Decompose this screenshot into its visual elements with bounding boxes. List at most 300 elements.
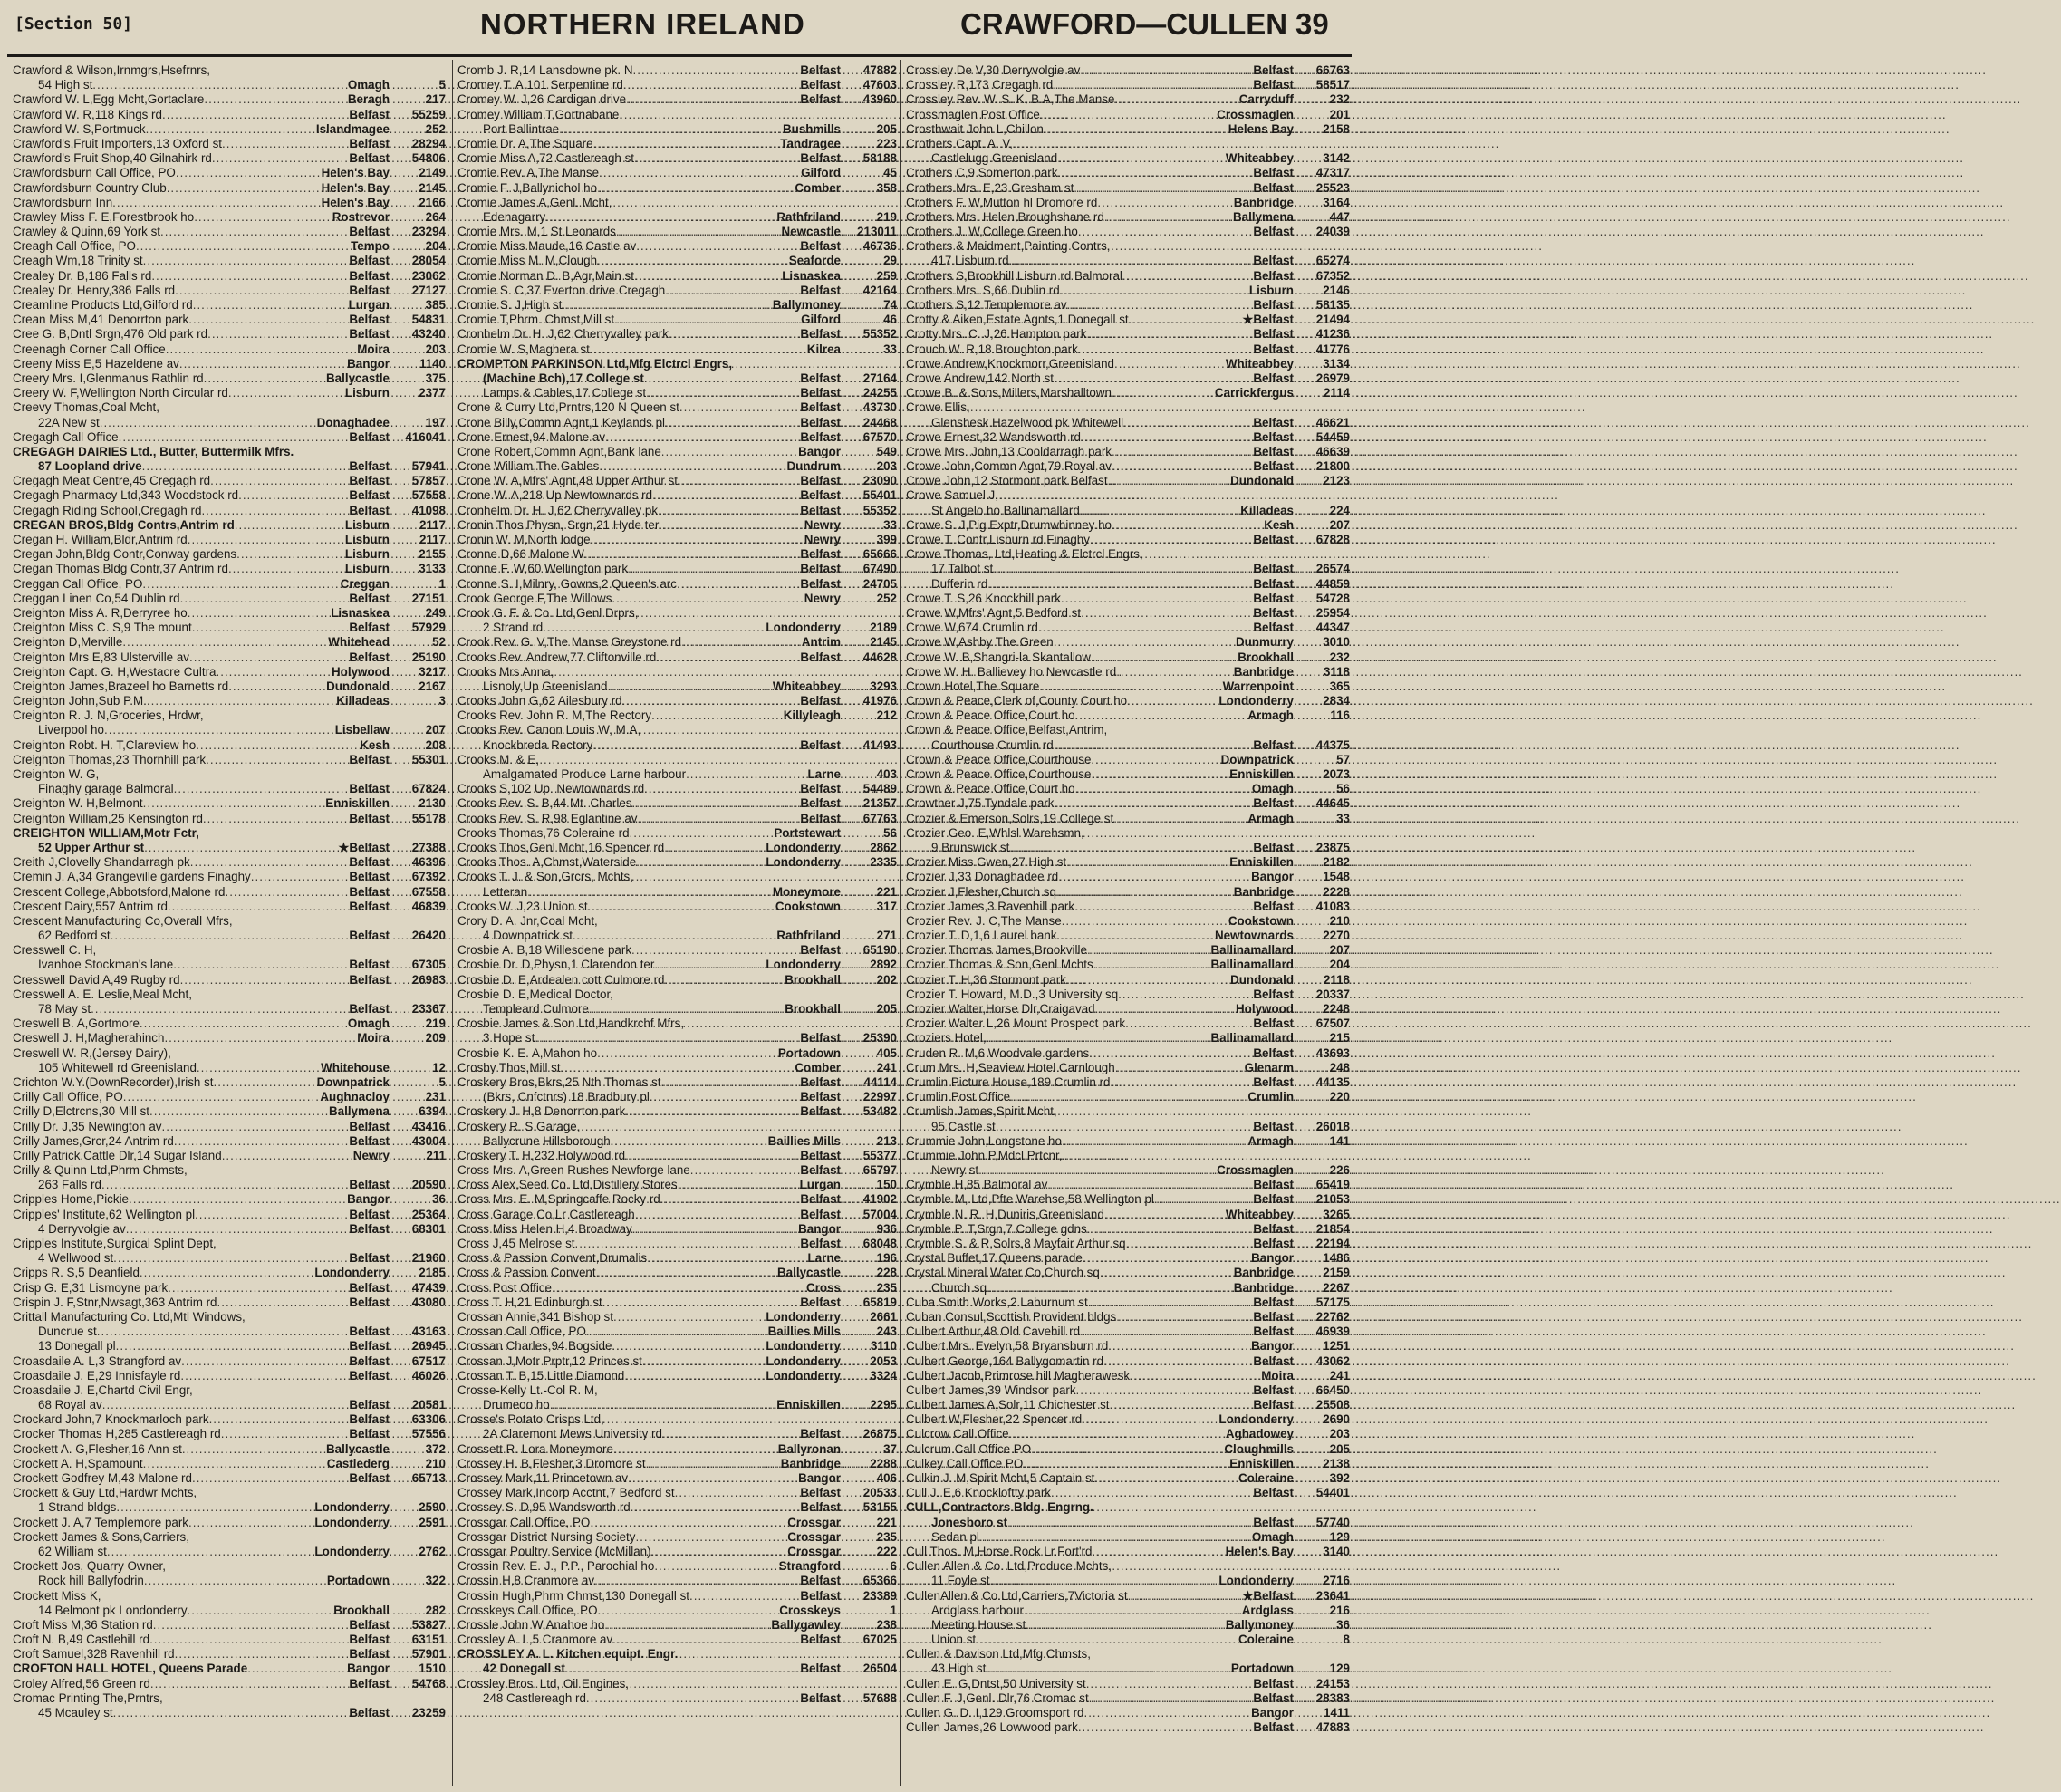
entry-exchange: Portadown <box>777 1045 841 1060</box>
directory-entry <box>457 1075 897 1090</box>
entry-name: Cuban Consul,Scottish Provident bldgs <box>906 1309 1117 1324</box>
directory-entry <box>906 1281 1350 1296</box>
entry-name: 263 Falls rd <box>38 1178 101 1192</box>
entry-exchange: Belfast <box>1253 1221 1294 1236</box>
directory-entry <box>13 518 446 533</box>
leader-dots <box>123 1090 319 1104</box>
entry-number: 23367 <box>411 1002 446 1016</box>
leader-dots <box>100 416 315 430</box>
leader-dots <box>188 1604 332 1618</box>
entry-name: Cronne D,66 Malone W <box>457 547 584 562</box>
entry-exchange: Belfast <box>1253 268 1294 283</box>
entry-name: Crosskeys Call Office, PO <box>457 1603 598 1617</box>
entry-name: Crosbie D. E,Ardealen cott Culmore rd <box>457 972 665 987</box>
directory-entry <box>457 708 897 723</box>
entry-exchange: Kesh <box>1264 517 1294 532</box>
leader-dots <box>126 1222 348 1237</box>
entry-number: 2267 <box>1323 1280 1350 1295</box>
entry-name: Crowe W,Ashby The Green <box>906 635 1054 650</box>
entry-number: 385 <box>425 298 446 312</box>
entry-number: 22762 <box>1315 1309 1350 1324</box>
entry-number: 23062 <box>411 268 446 283</box>
directory-entry <box>906 1633 1350 1647</box>
directory-entry <box>906 1002 1350 1016</box>
leader-dots <box>1078 342 1252 357</box>
leader-dots <box>1039 679 1220 694</box>
entry-number: 2145 <box>419 180 446 195</box>
entry-exchange: Belfast <box>800 327 841 342</box>
leader-dots <box>150 1677 348 1691</box>
directory-entry <box>906 151 1350 166</box>
entry-name: CULL,Contractors Bldg. Engrng. <box>906 1500 1093 1515</box>
entry-number: 204 <box>1329 958 1350 972</box>
entry-number: 21854 <box>1315 1221 1350 1236</box>
entry-name: (Machine Bch),17 College st <box>483 371 644 385</box>
leader-dots <box>217 665 331 679</box>
leader-dots <box>101 1178 347 1192</box>
entry-number: 2123 <box>1323 474 1350 488</box>
entry-name: Crooks Rev. John R. M,The Rectory <box>457 708 652 723</box>
entry-exchange: Belfast <box>349 1339 390 1354</box>
leader-dots <box>628 1471 796 1486</box>
entry-exchange: Belfast <box>1253 166 1294 180</box>
directory-entry <box>906 753 1350 767</box>
directory-entry <box>13 459 446 474</box>
entry-name: Crossgar Call Office, PO <box>457 1515 591 1529</box>
entry-exchange: Belfast <box>800 92 841 107</box>
directory-entry <box>13 1618 446 1633</box>
entry-exchange: Moira <box>357 1031 390 1045</box>
entry-name: Cronne F. W,60 Wellington park <box>457 562 629 576</box>
entry-exchange: Belfast <box>1253 1045 1294 1060</box>
entry-name: 4 Downpatrick st <box>483 929 573 943</box>
entry-exchange: Belfast <box>1253 840 1294 854</box>
entry-name: Crone & Curry Ltd,Prntrs,120 N Queen st <box>457 400 679 415</box>
entry-exchange: Belfast <box>349 503 390 517</box>
entry-number: 21960 <box>411 1251 446 1266</box>
directory-entry <box>906 782 1350 796</box>
directory-entry <box>13 1237 446 1251</box>
directory-entry <box>457 723 897 737</box>
entry-name: Crawfordsburn Country Club <box>13 180 167 195</box>
entry-name: Creighton Robt. H. T,Clareview ho <box>13 737 197 752</box>
leader-dots <box>180 1369 347 1383</box>
entry-name: Cromac Printing The,Prntrs, <box>13 1691 163 1705</box>
entry-number: 46939 <box>1315 1325 1350 1339</box>
entry-exchange: Belfast <box>800 78 841 92</box>
leader-dots <box>151 269 347 284</box>
leader-dots <box>993 562 1251 576</box>
entry-name: Crooks Rev. S. R,98 Eglantine av <box>457 811 638 825</box>
directory-entry <box>13 63 446 78</box>
entry-number: 3134 <box>1323 356 1350 371</box>
entry-number: 43730 <box>862 400 897 415</box>
leader-dots <box>1094 1471 1237 1486</box>
entry-exchange: Ballycastle <box>777 1266 841 1280</box>
directory-entry <box>457 753 897 767</box>
entry-number: 21357 <box>862 796 897 811</box>
directory-entry <box>13 796 446 811</box>
directory-entry <box>13 504 446 518</box>
entry-name: Crawley Miss F. E,Forestbrook ho <box>13 209 195 224</box>
entry-name: Crossan T. B,15 Little Diamond <box>457 1368 625 1383</box>
entry-name: CREGAN BROS,Bldg Contrs,Antrim rd <box>13 517 235 532</box>
entry-number: 221 <box>876 884 897 899</box>
directory-entry <box>906 1075 1350 1090</box>
entry-exchange: Belfast <box>800 151 841 166</box>
entry-number: 2182 <box>1323 855 1350 870</box>
entry-exchange: Belfast <box>349 855 390 870</box>
entry-name: Crawford W. S,Portmuck <box>13 121 146 136</box>
leader-dots <box>628 562 798 576</box>
entry-name: 87 Loopland drive <box>38 459 142 474</box>
entry-number: 203 <box>876 459 897 474</box>
entry-exchange: Helen's Bay <box>1225 1544 1294 1558</box>
leader-dots <box>589 1002 783 1016</box>
entry-exchange: Belfast <box>1253 1383 1294 1397</box>
directory-entry <box>906 92 1350 107</box>
entry-exchange: Belfast <box>800 576 841 591</box>
entry-number: 5 <box>438 1074 446 1089</box>
entry-exchange: Belfast <box>349 591 390 605</box>
entry-name: 22A New st <box>38 415 100 429</box>
leader-dots <box>976 1633 1237 1647</box>
leader-dots <box>201 504 347 518</box>
leader-dots <box>573 929 775 943</box>
entry-number: 549 <box>876 444 897 458</box>
leader-dots <box>1123 416 1251 430</box>
entry-name: Crowe T. S,26 Knockhill park <box>906 591 1061 605</box>
entry-exchange: Belfast <box>800 943 841 958</box>
directory-entry <box>457 1061 897 1075</box>
directory-entry <box>457 1178 897 1192</box>
entry-number: 56 <box>883 825 897 840</box>
entry-number: 57901 <box>411 1647 446 1662</box>
directory-entry <box>457 1031 897 1045</box>
entry-name: Crealey Dr. Henry,386 Falls rd <box>13 283 176 297</box>
entry-number: 2892 <box>870 958 897 972</box>
entry-number: 3010 <box>1323 635 1350 650</box>
directory-entry <box>13 782 446 796</box>
directory-entry <box>13 284 446 298</box>
entry-exchange: Bangor <box>347 1192 390 1207</box>
entry-exchange: Belfast <box>1253 429 1294 444</box>
directory-entry <box>13 767 446 782</box>
entry-number: 57688 <box>862 1691 897 1705</box>
entry-name: Croskery T. H,232 Holywood rd <box>457 1148 626 1162</box>
entry-exchange: Islandmagee <box>315 121 390 136</box>
entry-exchange: Newry <box>804 591 841 605</box>
entry-name: Crooks T. J. & Son,Grcrs, Mchts, <box>457 870 633 884</box>
directory-entry <box>457 1647 897 1662</box>
entry-name: Crown & Peace Office,Courthouse <box>906 752 1092 766</box>
entry-name: Cross Mrs. A,Green Rushes Newforge lane <box>457 1163 690 1178</box>
entry-number: 65366 <box>862 1574 897 1588</box>
entry-name: Croasdaile J. E,Chartd Civil Engr, <box>13 1383 193 1397</box>
entry-number: 24255 <box>862 386 897 400</box>
leader-dots <box>659 518 802 533</box>
entry-exchange: Belfast <box>800 415 841 429</box>
entry-exchange: Belfast <box>1253 1486 1294 1500</box>
leader-dots <box>651 1545 786 1559</box>
directory-entry <box>457 1120 897 1134</box>
directory-entry <box>906 386 1350 400</box>
entry-name: Crown & Peace Office,Courthouse <box>906 767 1092 781</box>
directory-entry <box>457 1574 897 1588</box>
leader-dots <box>598 1604 778 1618</box>
entry-exchange: Londonderry <box>766 840 841 854</box>
entry-number: 248 <box>1329 1060 1350 1074</box>
page-title: NORTHERN IRELAND <box>480 7 805 41</box>
leader-dots <box>550 1398 775 1412</box>
directory-entry <box>13 1691 446 1706</box>
entry-number: 24153 <box>1315 1676 1350 1691</box>
entry-exchange: Banbridge <box>1233 884 1294 899</box>
directory-entry <box>906 298 1350 313</box>
leader-dots <box>97 1325 348 1339</box>
entry-name: Cregagh Pharmacy Ltd,343 Woodstock rd <box>13 488 239 503</box>
entry-name: Drumeoo ho <box>483 1398 550 1412</box>
entry-number: 2158 <box>1323 121 1350 136</box>
leader-dots <box>207 327 347 342</box>
entry-number: 44375 <box>1315 737 1350 752</box>
leader-dots <box>251 870 348 884</box>
directory-entry <box>13 1296 446 1310</box>
entry-exchange: Belfast <box>1253 1016 1294 1031</box>
entry-number: 67392 <box>411 870 446 884</box>
entry-number: 202 <box>876 972 897 987</box>
entry-number: 249 <box>425 605 446 620</box>
entry-number: 46396 <box>411 855 446 870</box>
entry-number: 271 <box>876 929 897 943</box>
directory-entry <box>457 342 897 357</box>
entry-name: Finaghy garage Balmoral <box>38 782 174 796</box>
entry-number: 54489 <box>862 782 897 796</box>
directory-entry <box>906 826 1350 841</box>
directory-entry <box>906 1486 1350 1500</box>
leader-dots <box>129 1192 345 1207</box>
directory-entry <box>457 533 897 547</box>
entry-name: Cromie T,Phrm. Chmst,Mill st <box>457 313 615 327</box>
directory-entry <box>13 1061 446 1075</box>
entry-name: Crozier Walter,Horse Dlr,Craigavad <box>906 1002 1095 1016</box>
entry-number: 116 <box>1330 708 1350 723</box>
directory-entry <box>13 1662 446 1676</box>
directory-entry <box>13 1427 446 1441</box>
leader-dots <box>1023 1457 1228 1471</box>
entry-exchange: Belfast <box>349 1002 390 1016</box>
directory-entry <box>457 1090 897 1104</box>
directory-entry <box>13 474 446 488</box>
leader-dots <box>175 1647 348 1662</box>
directory-entry <box>13 885 446 900</box>
entry-exchange: Enniskillen <box>1229 767 1294 781</box>
entry-exchange: Belfast <box>800 1691 841 1705</box>
directory-entry <box>906 1398 1350 1412</box>
directory-entry <box>13 1545 446 1559</box>
directory-entry <box>906 1618 1350 1633</box>
entry-exchange: Lisburn <box>344 533 390 546</box>
entry-number: 235 <box>876 1280 897 1295</box>
leader-dots <box>652 488 798 503</box>
leader-dots <box>1040 108 1215 122</box>
directory-entry <box>906 958 1350 972</box>
entry-exchange: Belfast <box>800 1031 841 1045</box>
leader-dots <box>543 621 764 635</box>
directory-entry <box>906 1192 1350 1207</box>
entry-exchange: Londonderry <box>1218 1574 1294 1588</box>
leader-dots <box>195 1208 347 1222</box>
entry-exchange: Crossgar <box>787 1544 841 1558</box>
entry-name: Crossley Bros. Ltd, Oil Engines, <box>457 1676 630 1691</box>
leader-dots <box>612 592 802 606</box>
entry-name: Crone Ernest,94 Malone av <box>457 429 606 444</box>
entry-name: Castlelugg Greenisland <box>931 151 1058 166</box>
directory-entry <box>906 1383 1350 1398</box>
entry-exchange: Belfast <box>349 1325 390 1339</box>
entry-number: 55259 <box>411 107 446 121</box>
leader-dots <box>206 753 347 767</box>
leader-dots <box>561 1061 794 1075</box>
entry-exchange: Belfast <box>1253 342 1294 356</box>
entry-name: Amalgamated Produce Larne harbour <box>483 767 687 781</box>
entry-name: Crozier Walter L,26 Mount Prospect park <box>906 1016 1126 1031</box>
entry-number: 2185 <box>419 1266 446 1280</box>
leader-dots <box>1031 1442 1222 1457</box>
directory-entry <box>13 577 446 592</box>
leader-dots <box>631 1500 799 1515</box>
entry-exchange: Newry <box>352 1148 390 1162</box>
entry-exchange: Belfast <box>1253 605 1294 620</box>
entry-name: Crowe W,Mfrs' Agnt,5 Bedford st <box>906 605 1082 620</box>
directory-entry <box>906 1163 1350 1178</box>
directory-entry <box>906 1691 1350 1706</box>
entry-number: 57941 <box>411 459 446 474</box>
directory-entry <box>13 621 446 635</box>
entry-number: 58135 <box>1315 298 1350 312</box>
entry-number: 33 <box>883 517 897 532</box>
directory-entry <box>457 400 897 415</box>
directory-entry <box>457 1046 897 1061</box>
entry-number: 57 <box>1336 752 1350 766</box>
entry-number: 3133 <box>419 562 446 576</box>
leader-dots <box>113 1706 348 1720</box>
entry-exchange: Belfast <box>800 1074 841 1089</box>
entry-exchange: Belfast <box>349 811 390 825</box>
leader-dots <box>1054 738 1252 753</box>
entry-name: 54 High st <box>38 78 93 92</box>
directory-entry <box>906 1457 1350 1471</box>
leader-dots <box>181 1354 347 1369</box>
entry-name: Crozier J,Flesher,Church sq <box>906 884 1056 899</box>
entry-exchange: Comber <box>795 180 841 195</box>
entry-exchange: Newry <box>804 533 841 546</box>
directory-entry <box>13 723 446 737</box>
entry-number: 43163 <box>411 1325 446 1339</box>
entry-number: 2118 <box>1323 972 1350 987</box>
leader-dots <box>1112 445 1251 459</box>
entry-name: 2 Strand rd <box>483 621 544 635</box>
entry-exchange: Lurgan <box>348 298 390 312</box>
leader-dots <box>675 1486 799 1500</box>
entry-name: Cripples Home,Pickie <box>13 1192 129 1207</box>
leader-dots <box>1076 1383 1252 1398</box>
entry-exchange: Baillies Mills <box>767 1325 841 1339</box>
leader-dots <box>111 929 348 943</box>
leader-dots <box>1130 1369 1259 1383</box>
entry-name: Glenshesk Hazelwood pk Whitewell <box>931 415 1124 429</box>
directory-entry <box>13 841 446 855</box>
directory-entry <box>457 196 897 210</box>
directory-entry <box>457 885 897 900</box>
leader-dots <box>188 606 329 621</box>
entry-number: 67305 <box>411 958 446 972</box>
entry-name: Crothers F. W,Mutton hl Dromore rd <box>906 195 1098 209</box>
entry-number: 241 <box>1329 1368 1350 1383</box>
entry-exchange: Enniskillen <box>1229 855 1294 870</box>
directory-entry <box>13 1120 446 1134</box>
entry-name: Culbert Mrs. Evelyn,58 Bryansburn rd <box>906 1339 1109 1354</box>
entry-number: 46621 <box>1315 415 1350 429</box>
entry-name: Crossgar Poultry Service (McMillan) <box>457 1544 651 1558</box>
directory-entry <box>457 1516 897 1530</box>
entry-name: Crosbie Dr. D,Physn,1 Clarendon ter <box>457 958 655 972</box>
leader-dots <box>235 518 343 533</box>
entry-number: 213011 <box>857 225 897 239</box>
leader-dots <box>1056 929 1212 943</box>
leader-dots <box>1057 166 1251 180</box>
entry-exchange: Belfast <box>349 1133 390 1148</box>
entry-name: Crooks Rev. Canon Louis W, M.A, <box>457 723 641 737</box>
directory-entry <box>457 1500 897 1515</box>
leader-dots <box>247 1662 345 1676</box>
entry-exchange: Ballymoney <box>1225 1617 1294 1632</box>
entry-name: Culbert Arthur,48 Old Cavehill rd <box>906 1325 1081 1339</box>
entry-number: 58188 <box>862 151 897 166</box>
entry-exchange: Portstewart <box>774 825 841 840</box>
directory-entry <box>13 1457 446 1471</box>
entry-exchange: Helen's Bay <box>321 166 390 180</box>
directory-entry <box>906 416 1350 430</box>
leader-dots <box>1129 313 1241 327</box>
entry-name: Crowe Samuel J, <box>906 488 998 503</box>
leader-dots <box>592 738 798 753</box>
entry-number: 259 <box>876 268 897 283</box>
entry-exchange: Ballinamallard <box>1210 943 1294 958</box>
leader-dots <box>1091 767 1228 782</box>
entry-name: Croziers Hotel, <box>906 1031 987 1045</box>
leader-dots <box>1122 269 1251 284</box>
entry-number: 55401 <box>862 488 897 503</box>
entry-name: Crumlish James,Spirit Mcht, <box>906 1104 1057 1119</box>
leader-dots <box>238 488 347 503</box>
directory-entry <box>13 1412 446 1427</box>
entry-name: Cronhelm Dr. H. J,62 Cherryvalley pk <box>457 503 659 517</box>
entry-exchange: Banbridge <box>1233 1266 1294 1280</box>
entry-exchange: Belfast <box>1253 371 1294 385</box>
directory-entry <box>13 1075 446 1090</box>
entry-number: 41083 <box>1315 899 1350 913</box>
entry-number: 203 <box>425 342 446 356</box>
entry-number: 2159 <box>1323 1266 1350 1280</box>
directory-entry <box>906 870 1350 884</box>
entry-name: Creenagh Corner Call Office <box>13 342 166 356</box>
entry-number: 67490 <box>862 562 897 576</box>
directory-entry <box>13 416 446 430</box>
entry-name: Cresswell C. H, <box>13 943 97 958</box>
directory-entry <box>457 650 897 665</box>
directory-entry <box>457 386 897 400</box>
